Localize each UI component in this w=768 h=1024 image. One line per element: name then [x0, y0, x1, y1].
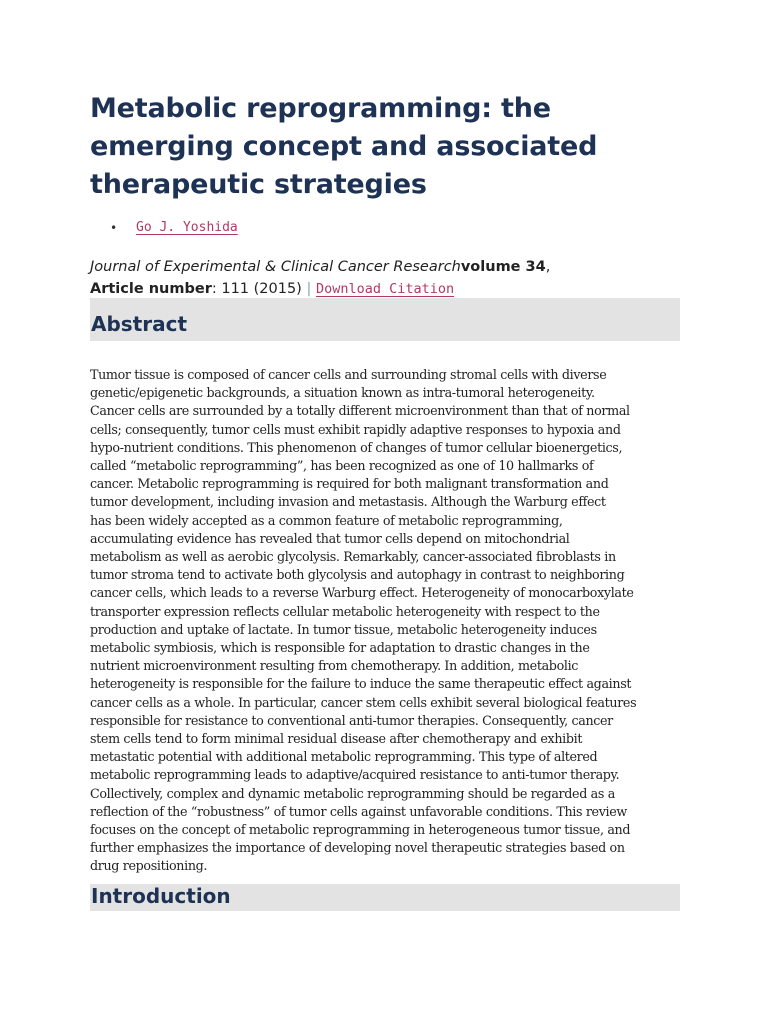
abstract-line: cancer cells as a whole. In particular, cancer stem cells exhibit several biological features	[90, 694, 637, 710]
abstract-line: Collectively, complex and dynamic metabolic reprogramming should be regarded as a	[90, 785, 615, 801]
abstract-line: metabolic symbiosis, which is responsible for adaptation to drastic changes in the	[90, 640, 590, 656]
abstract-line: transporter expression reflects cellular metabolic heterogeneity with respect to the	[90, 603, 600, 619]
journal-name: Journal of Experimental & Clinical Cancer Research	[90, 259, 461, 275]
abstract-line: focuses on the concept of metabolic reprogramming in heterogeneous tumor tissue, and	[90, 822, 631, 838]
abstract-line: hypo-nutrient conditions. This phenomenon of changes of tumor cellular bioenergetics,	[90, 439, 623, 455]
volume-label: volume 34	[460, 259, 546, 275]
abstract-line: metastatic potential with additional metabolic reprogramming. This type of altered	[90, 749, 598, 765]
abstract-line: cancer. Metabolic reprogramming is required for both malignant transformation and	[90, 476, 609, 492]
abstract-line: cancer cells, which leads to a reverse Warburg effect. Heterogeneity of monocarboxylate	[90, 585, 634, 601]
abstract-heading: Abstract	[91, 312, 188, 336]
citation-block	[90, 256, 680, 300]
abstract-line: responsible for resistance to conventional anti-tumor therapies. Consequently, cancer	[90, 712, 613, 728]
abstract-line: tumor stroma tend to activate both glycolysis and autophagy in contrast to neighboring	[90, 567, 625, 583]
abstract-line: drug repositioning.	[90, 858, 208, 874]
bullet-icon: •	[110, 221, 118, 235]
abstract-line: cells; consequently, tumor cells must exhibit rapidly adaptive responses to hypoxia and	[90, 421, 621, 437]
article-title: Metabolic reprogramming: the emerging concept and associated therapeutic strategies	[90, 93, 598, 200]
download-citation-link[interactable]: Download Citation	[315, 281, 455, 297]
abstract-line: has been widely accepted as a common feature of metabolic reprogramming,	[90, 512, 563, 528]
abstract-line: accumulating evidence has revealed that tumor cells depend on mitochondrial	[90, 530, 570, 546]
abstract-line: Cancer cells are surrounded by a totally different microenvironment than that of normal	[90, 403, 630, 419]
abstract-line: reflection of the “robustness” of tumor cells against unfavorable conditions. This review	[90, 803, 627, 819]
abstract-body	[90, 366, 682, 876]
abstract-section-header	[90, 298, 680, 341]
abstract-line: stem cells tend to form minimal residual disease after chemotherapy and exhibit	[90, 731, 583, 747]
author-link[interactable]: Go J. Yoshida	[136, 220, 238, 235]
introduction-heading: Introduction	[91, 884, 231, 908]
abstract-line: further emphasizes the importance of developing novel therapeutic strategies based on	[90, 840, 625, 856]
article-number-label: Article number	[90, 281, 212, 297]
abstract-line: metabolism as well as aerobic glycolysis. Remarkably, cancer-associated fibroblasts in	[90, 549, 616, 565]
volume-comma: ,	[545, 259, 551, 275]
abstract-line: nutrient microenvironment resulting from chemotherapy. In addition, metabolic	[90, 658, 579, 674]
abstract-line: Tumor tissue is composed of cancer cells and surrounding stromal cells with diverse	[90, 367, 607, 382]
abstract-line: production and uptake of lactate. In tumor tissue, metabolic heterogeneity induces	[90, 621, 597, 637]
author-item	[112, 219, 238, 237]
abstract-line: called “metabolic reprogramming”, has been recognized as one of 10 hallmarks of	[90, 458, 594, 474]
citation-separator: |	[306, 281, 312, 297]
abstract-line: metabolic reprogramming leads to adaptive/acquired resistance to anti-tumor therapy.	[90, 767, 620, 783]
abstract-line: tumor development, including invasion and metastasis. Although the Warburg effect	[90, 494, 606, 510]
abstract-line: heterogeneity is responsible for the failure to induce the same therapeutic effect against	[90, 676, 632, 692]
introduction-section-header	[90, 884, 680, 911]
author-list	[112, 219, 238, 237]
abstract-line: genetic/epigenetic backgrounds, a situation known as intra-tumoral heterogeneity.	[90, 385, 595, 401]
article-number-value: : 111 (2015)	[211, 281, 302, 297]
